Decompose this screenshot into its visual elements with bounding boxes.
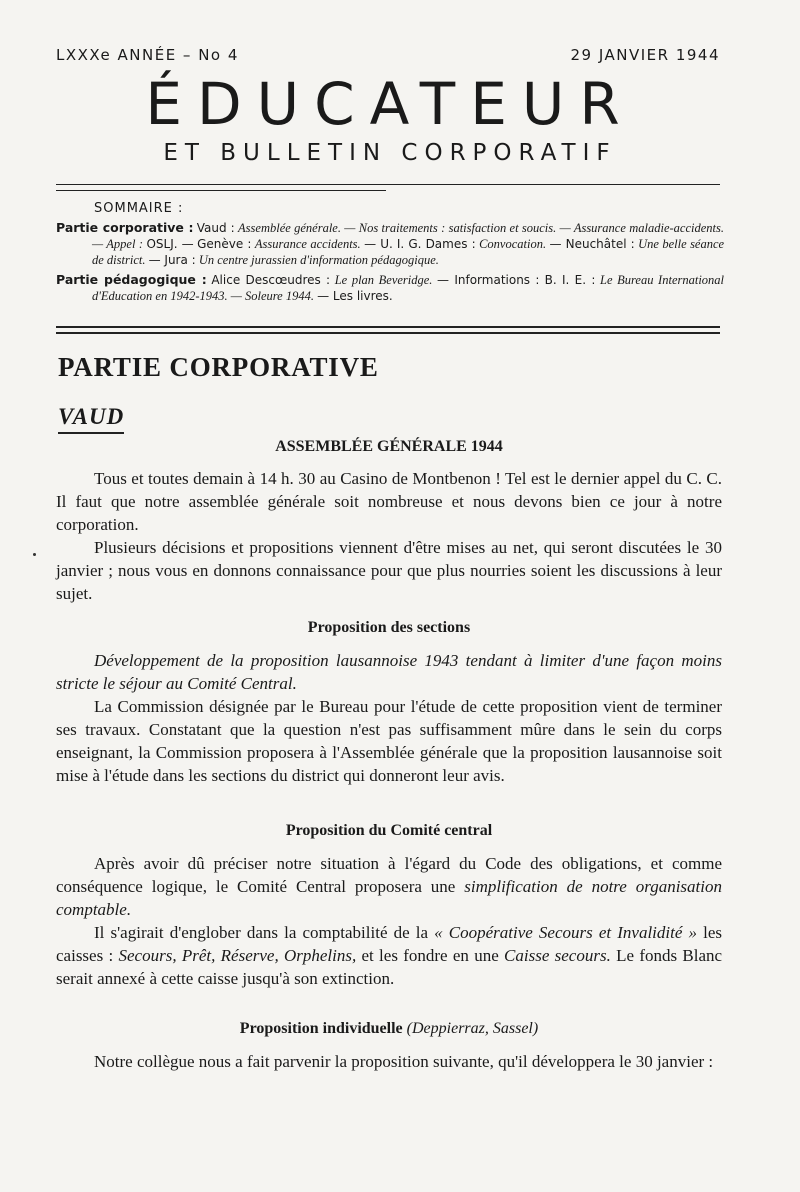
individuelle-p1: Notre collègue nous a fait parvenir la proposition suivante, qu'il développera le 30 janvier : — [94, 1052, 714, 1071]
issue-date: 29 JANVIER 1944 — [570, 46, 720, 64]
summary-corporative: Partie corporative : Vaud : Assemblée générale. — Nos traitements : satisfaction et soucis. — Assurance maladie-accidents. — Appel : OSLJ. — Genève : Assurance accidents. — U. I. G. Dames : Convocation. — Neuchâtel : Une belle séance de district. — Jura : Un centre jurassien d'information pédagogique. — [56, 220, 725, 267]
journal-subtitle: ET BULLETIN CORPORATIF — [163, 140, 617, 166]
summary-section-corporative: Partie corporative : — [56, 220, 194, 235]
sections-p1: Développement de la proposition lausannoise 1943 tendant à limiter d'une façon moins stricte le séjour au Comité Central. — [56, 651, 722, 693]
sections-heading: Proposition des sections — [307, 619, 471, 636]
sections-body — [56, 649, 722, 787]
summary-pedagogique: Partie pédagogique : Alice Descœudres : Le plan Beveridge. — Informations : B. I. E. : Le Bureau International d'Education en 1942-1943. — Soleure 1944. — Les livres. — [56, 272, 725, 303]
comite-p2: Il s'agirait d'englober dans la comptabilité de la « Coopérative Secours et Invalidité » les caisses : Secours, Prêt, Réserve, Orphelins, et les fondre en une Caisse secours. Le fonds Blanc serait annexé à cette caisse jusqu'à son extinction. — [56, 923, 723, 988]
sections-p2: La Commission désignée par le Bureau pour l'étude de cette proposition vient de terminer ses travaux. Constatant que la question n'est pas suffisamment mûre dans le sein du corps enseignant, la Commission proposera à l'Assemblée générale que la proposition lausannoise soit mise à l'étude dans les sections du district qui donneront leur avis. — [56, 697, 722, 785]
individuelle-body — [56, 1050, 722, 1073]
assemblee-heading: ASSEMBLÉE GÉNÉRALE 1944 — [275, 438, 503, 455]
journal-title: ÉDUCATEUR — [145, 70, 635, 138]
individuelle-author: (Deppierraz, Sassel) — [406, 1020, 539, 1037]
comite-body — [56, 852, 722, 990]
summary-rule-bottom — [56, 332, 720, 334]
stray-dot-icon — [33, 553, 36, 556]
assemblee-p2: Plusieurs décisions et propositions viennent d'être mises au net, qui seront discutées le 30 janvier ; nous vous en donnons connaissance pour que plus nourries soient les discussions à leur sujet. — [56, 538, 722, 603]
summary-label: SOMMAIRE : — [94, 201, 184, 216]
header-rule-short — [56, 190, 386, 191]
region-title: VAUD — [58, 404, 124, 434]
assemblee-body — [56, 467, 722, 605]
comite-p1: Après avoir dû préciser notre situation à l'égard du Code des obligations, et comme conséquence logique, le Comité Central proposera une simplification de notre organisation comptable. — [56, 854, 722, 919]
summary-section-pedagogique: Partie pédagogique : — [56, 272, 207, 287]
assemblee-p1: Tous et toutes demain à 14 h. 30 au Casino de Montbenon ! Tel est le dernier appel du C. C. Il faut que notre assemblée générale soit nombreuse et nous devons bien ce jour à notre corporation. — [56, 469, 722, 534]
summary — [56, 220, 724, 308]
section-title: PARTIE CORPORATIVE — [58, 352, 379, 382]
individuelle-heading: Proposition individuelle (Deppierraz, Sassel) — [239, 1020, 539, 1037]
summary-rule-top — [56, 326, 720, 328]
comite-heading: Proposition du Comité central — [285, 822, 493, 839]
header-rule — [56, 184, 720, 185]
issue-number: LXXXe ANNÉE – No 4 — [56, 46, 239, 64]
